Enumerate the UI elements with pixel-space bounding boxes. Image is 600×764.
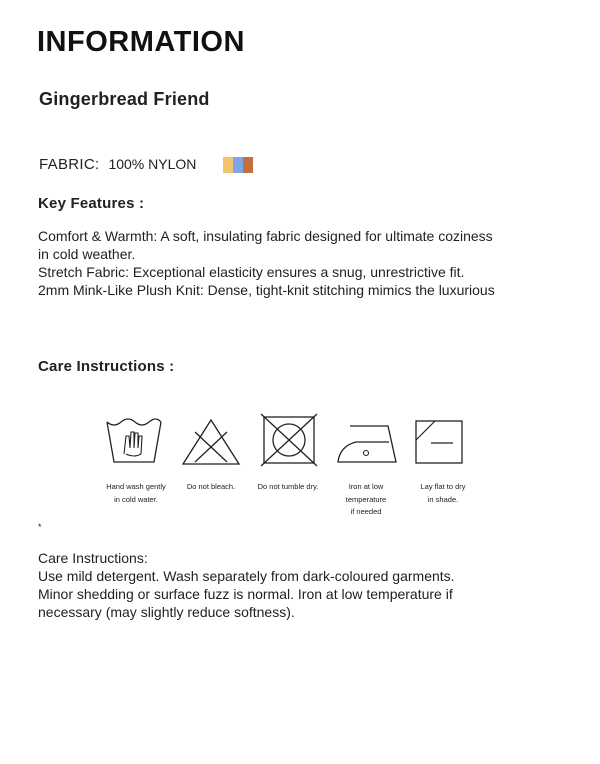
caption-line: Lay flat to dry (420, 482, 466, 491)
product-name: Gingerbread Friend (39, 89, 210, 109)
caption-line: temperature (345, 494, 387, 504)
care-text-line: Use mild detergent. Wash separately from dark-coloured garments. (38, 568, 455, 584)
caption-lay-flat (403, 481, 483, 506)
caption-line: if needed (350, 507, 382, 516)
no-tumble-dry-icon (259, 412, 319, 468)
fabric-value: 100% NYLON (108, 156, 197, 172)
caption-line: Do not tumble dry. (257, 482, 319, 491)
color-swatches (223, 157, 253, 173)
fabric-row (39, 156, 196, 173)
care-instructions-heading: Care Instructions : (38, 358, 175, 375)
color-swatch-blue (233, 157, 243, 173)
color-swatch-yellow (223, 157, 233, 173)
caption-iron-low (326, 481, 406, 519)
color-swatch-brown (243, 157, 253, 173)
care-text-line: Minor shedding or surface fuzz is normal. Iron at low temperature if (38, 586, 453, 602)
feature-line: 2mm Mink-Like Plush Knit: Dense, tight-knit stitching mimics the luxurious (38, 282, 495, 298)
fabric-label: FABRIC: (39, 156, 100, 173)
lay-flat-dry-icon (413, 418, 465, 466)
care-instructions-text (38, 549, 578, 621)
caption-no-bleach (171, 481, 251, 494)
feature-line: in cold weather. (38, 246, 136, 262)
care-text-line: necessary (may slightly reduce softness). (38, 604, 295, 620)
no-bleach-icon (181, 418, 241, 466)
caption-hand-wash (96, 481, 176, 506)
hand-wash-icon (104, 414, 164, 466)
key-features-list (38, 227, 568, 299)
caption-line: in cold water. (114, 494, 158, 504)
key-features-heading: Key Features : (38, 195, 145, 212)
caption-line: Iron at low (348, 482, 384, 491)
caption-line: Hand wash gently (106, 482, 166, 491)
caption-no-tumble-dry (248, 481, 328, 494)
iron-low-icon (336, 422, 400, 464)
caption-line: Do not bleach. (186, 482, 236, 491)
page-title: INFORMATION (37, 26, 245, 58)
feature-line: Comfort & Warmth: A soft, insulating fabric designed for ultimate coziness (38, 228, 493, 244)
feature-line: Stretch Fabric: Exceptional elasticity ensures a snug, unrestrictive fit. (38, 264, 465, 280)
care-text-heading: Care Instructions: (38, 550, 148, 566)
caption-line: in shade. (427, 494, 459, 504)
footnote-asterisk: * (38, 522, 42, 532)
